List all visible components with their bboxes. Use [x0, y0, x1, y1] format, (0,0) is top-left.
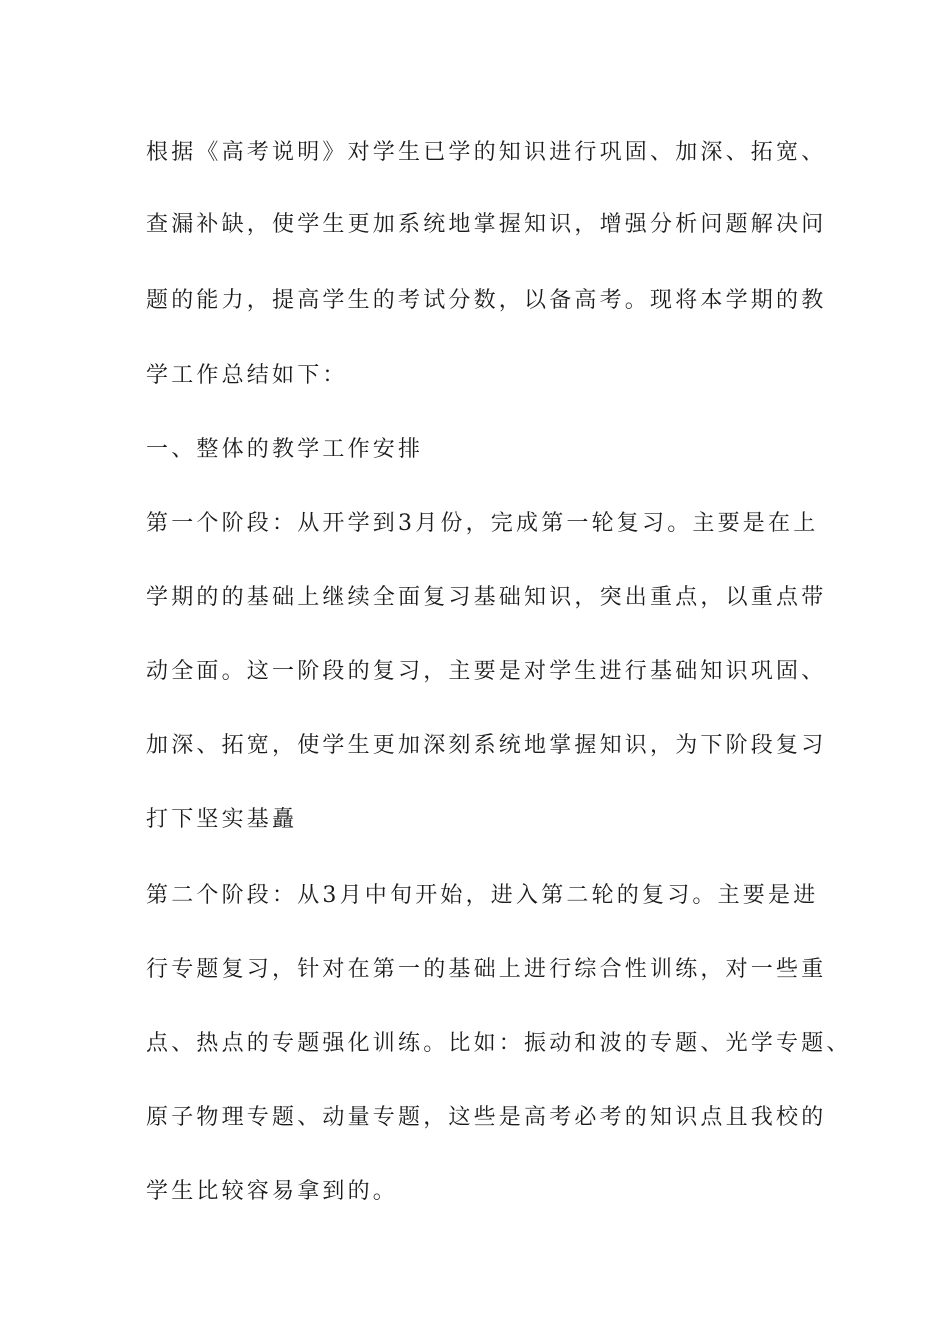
text-line: 点、热点的专题强化训练。比如：振动和波的专题、光学专题、 — [146, 1031, 852, 1056]
text-line: 学生比较容易拿到的。 — [146, 1179, 399, 1204]
text-line: 打下坚实基矗 — [146, 807, 298, 832]
text-line: 学期的的基础上继续全面复习基础知识，突出重点，以重点带 — [146, 585, 827, 610]
text-line: 加深、拓宽，使学生更加深刻系统地掌握知识，为下阶段复习 — [146, 733, 827, 758]
text-line: 查漏补缺，使学生更加系统地掌握知识，增强分析问题解决问 — [146, 212, 827, 237]
text-line: 行专题复习，针对在第一的基础上进行综合性训练，对一些重 — [146, 957, 827, 982]
text-line: 题的能力，提高学生的考试分数，以备高考。现将本学期的教 — [146, 288, 827, 313]
section-heading: 一、整体的教学工作安排 — [146, 437, 424, 462]
text-line: 原子物理专题、动量专题，这些是高考必考的知识点且我校的 — [146, 1105, 827, 1130]
text-line: 学工作总结如下： — [146, 363, 348, 388]
text-line: 第一个阶段：从开学到3月份，完成第一轮复习。主要是在上 — [146, 511, 819, 536]
text-line: 动全面。这一阶段的复习，主要是对学生进行基础知识巩固、 — [146, 659, 827, 684]
text-line: 根据《高考说明》对学生已学的知识进行巩固、加深、拓宽、 — [146, 140, 827, 165]
text-line: 第二个阶段：从3月中旬开始，进入第二轮的复习。主要是进 — [146, 883, 819, 908]
